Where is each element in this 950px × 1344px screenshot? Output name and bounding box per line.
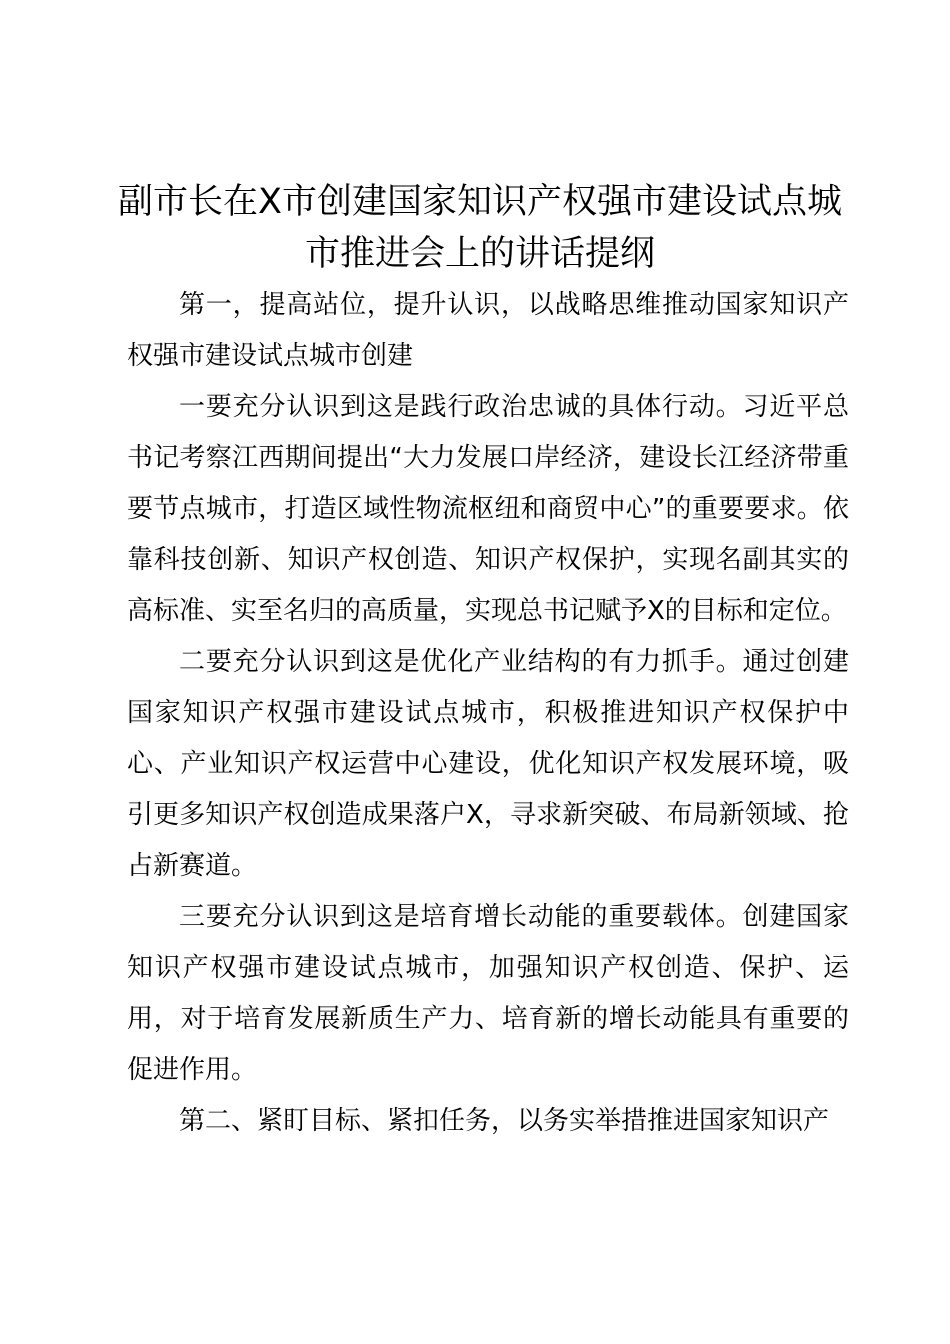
body-paragraph-1: 一要充分认识到这是践行政治忠诚的具体行动。习近平总书记考察江西期间提出“大力发展口岸经济，建设长江经济带重要节点城市，打造区域性物流枢纽和商贸中心”的重要要求。依靠科技创新、知识产权创造、知识产权保护，实现名副其实的高标准、实至名归的高质量，实现总书记赋予X的目标和定位。 [127, 392, 849, 626]
body-paragraph-2: 二要充分认识到这是优化产业结构的有力抓手。通过创建国家知识产权强市建设试点城市，积极推进知识产权保护中心、产业知识产权运营中心建设，优化知识产权发展环境，吸引更多知识产权创造成果落户X，寻求新突破、布局新领域、抢占新赛道。 [127, 647, 849, 881]
body-paragraph-3: 三要充分认识到这是培育增长动能的重要载体。创建国家知识产权强市建设试点城市，加强知识产权创造、保护、运用，对于培育发展新质生产力、培育新的增长动能具有重要的促进作用。 [127, 902, 849, 1085]
section-heading-1: 第一，提高站位，提升认识，以战略思维推动国家知识产权强市建设试点城市创建 [127, 290, 849, 371]
document-title: 副市长在X市创建国家知识产权强市建设试点城市推进会上的讲话提纲 [118, 182, 842, 274]
section-heading-2: 第二、紧盯目标、紧扣任务，以务实举措推进国家知识产 [179, 1106, 830, 1136]
document-body [127, 280, 849, 1147]
